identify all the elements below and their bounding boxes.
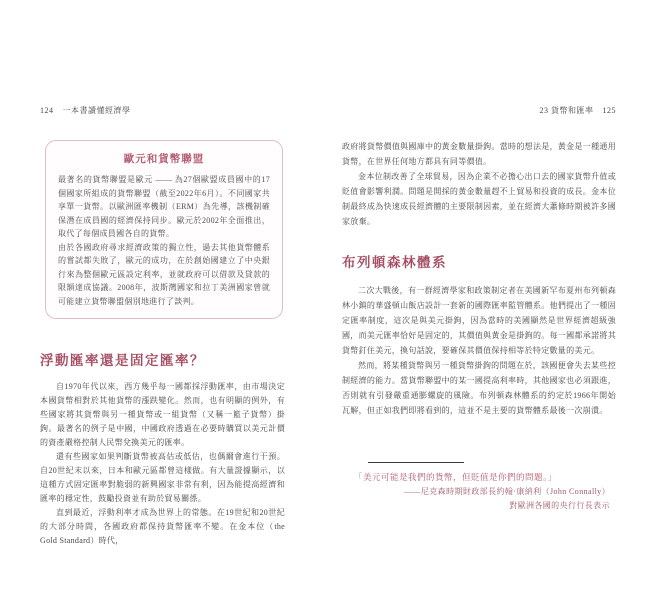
body-paragraph: 還有些國家如果判斷貨幣被高估或低估，也偶爾會進行干預。自20世紀末以來，日本和歐元區都曾這樣做。有大量證據顯示，以這種方式固定匯率對脆弱的新興國家非常有利，因為能提高經濟和匯率的穩定性，鼓勵投資並有助於貿易關係。: [40, 452, 285, 503]
body-paragraph: 政府將貨幣價值與國庫中的黃金數量掛鉤。當時的想法是，黃金是一種通用貨幣，在世界任何地方都具有同等價值。: [342, 142, 616, 166]
left-running-head: [40, 105, 285, 116]
euro-monetary-union-box: [45, 140, 283, 319]
body-paragraph: 自1970年代以來，西方幾乎每一國都採浮動匯率，由市場決定本國貨幣相對於其他貨幣的漲跌變化。然而，也有明顯的例外，有些國家將其貨幣與另一種貨幣或一組貨幣（又稱一籃子貨幣）掛鉤。最著名的例子是中國，中國政府透過在必要時購買以美元計價的資產嚴格控制人民幣兌換美元的匯率。: [40, 382, 285, 447]
body-paragraph: 金本位制改善了全球貿易，因為企業不必擔心出口去的國家貨幣升值或貶值會影響利潤。問題是開採的黃金數量趕不上貿易和投資的成長。金本位制最終成為快速成長經濟體的主要限制因素，並在經濟大蕭條時期被許多國家放棄。: [342, 172, 616, 226]
box-paragraph: 最著名的貨幣聯盟是歐元 —— 為27個歐盟成員國中的17個國家所組成的貨幣聯盟（截至2022年6月）。不同國家共享單一貨幣。以歐洲匯率機制（ERM）為先導，該機制確保潛在成員國的經濟保持同步。歐元於2002年全面推出，取代了每個成員國各自的貨幣。: [58, 175, 270, 238]
pull-quote-block: [342, 462, 616, 512]
quote-divider-rule: [368, 462, 464, 463]
right-running-head: [342, 105, 616, 116]
chapter-label: 23 貨幣和匯率: [539, 106, 594, 115]
box-paragraph: 由於各國政府尋求經濟政策的獨立性，過去其他貨幣體系的嘗試都失敗了，歐元的成功，在於創始國建立了中央銀行來為整個歐元區設定利率，並就政府可以借款及貸款的限額達成協議。2008年，波斯灣國家和拉丁美洲國家曾就可能建立貨幣聯盟個別地進行了談判。: [58, 242, 270, 306]
book-running-title: 一本書讀懂經濟學: [62, 106, 131, 115]
body-paragraph: 直到最近，浮動利率才成為世界上的常態。在19世紀和20世紀的大部分時間，各國政府都保持貨幣匯率不變。在金本位（the Gold Standard）時代，: [40, 508, 285, 545]
quote-text: 「美元可能是我們的貨幣，但貶值是你們的問題。」: [354, 472, 557, 482]
quote-attribution-role: 對歐洲各國的央行行長表示: [509, 500, 610, 510]
body-paragraph: 然而，將某種貨幣與另一種貨幣掛鉤的問題在於，該國便會失去某些控制經濟的能力。當貨幣聯盟中的某一國提高利率時，其他國家也必須跟進，否則就有引發嚴重通膨螺旋的風險。布列頓森林體系的約定於1966年開始瓦解，但正如我們即將看到的，這並不是主要的貨幣體系最後一次崩潰。: [342, 361, 616, 415]
right-page-number: 125: [602, 106, 616, 115]
left-page-number: 124: [40, 106, 54, 115]
section-heading-bretton-woods: 布列頓森林體系: [342, 255, 447, 270]
page-right: [342, 105, 616, 512]
section-heading-floating-vs-fixed: 浮動匯率還是固定匯率？: [40, 353, 205, 368]
page-left: [40, 105, 285, 548]
box-title: 歐元和貨幣聯盟: [123, 154, 205, 165]
body-paragraph: 二次大戰後，有一群經濟學家和政策制定者在美國新罕布夏州布列頓森林小鎮的華盛頓山飯店設計一套新的國際匯率監管體系。他們提出了一種固定匯率制度，這次是與美元掛鉤，因為當時的美國顯然是世界經濟超級強國，而美元匯率恰好是固定的，其價值與黃金是掛鉤的。每一國都承諾將其貨幣釘住美元，換句話說，要確保其價值保持相等於特定數量的美元。: [342, 286, 616, 355]
quote-attribution: ——尼克森時期財政部長約翰·康納利（John Connally）: [404, 487, 610, 496]
